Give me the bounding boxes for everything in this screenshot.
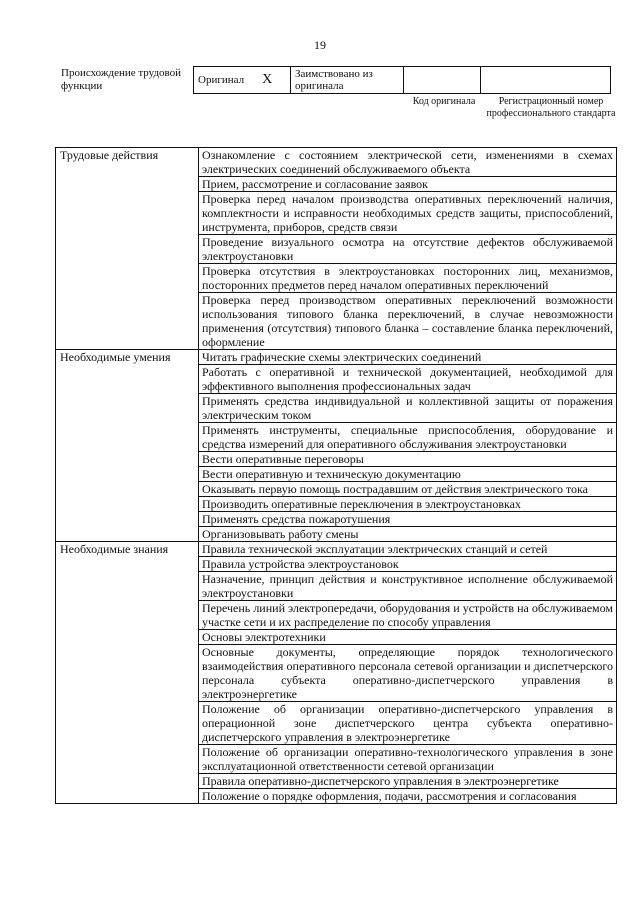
labor-action-item: Ознакомление с состоянием электрической сети, изменениями в схемах электрических соединений обслуживаемого объекта (199, 148, 617, 177)
required-knowledge-item: Положение об организации оперативно-технологического управления в зоне эксплуатационной ответственности сетевой организации (199, 745, 617, 774)
required-knowledge-item: Положение об организации оперативно-диспетчерского управления в операционной зоне диспетчерского центра субъекта оперативно-диспетчерского управления в электроэнергетике (199, 702, 617, 745)
labor-action-item: Проверка отсутствия в электроустановках посторонних лиц, механизмов, посторонних предметов перед началом оперативных переключений (199, 264, 617, 293)
origin-label: Происхождение трудовой функции (61, 67, 182, 92)
table-row (56, 350, 617, 365)
origin-table (193, 66, 611, 94)
required-skill-item: Применять инструменты, специальные приспособления, оборудование и средства измерений для оперативного обслуживания электроустановки (199, 423, 617, 452)
registration-cell (481, 67, 611, 94)
required-skill-item: Применять средства индивидуальной и коллективной защиты от поражения электрическим током (199, 394, 617, 423)
registration-caption: Регистрационный номер профессионального стандарта (486, 96, 616, 119)
borrowed-cell: Заимствовано из оригинала (291, 67, 404, 94)
required-knowledge-item: Правила технической эксплуатации электрических станций и сетей (199, 542, 617, 557)
required-knowledge-item: Основы электротехники (199, 630, 617, 645)
required-skill-item: Вести оперативные переговоры (199, 452, 617, 467)
labor-action-item: Проверка перед началом производства оперативных переключений наличия, комплектности и исправности необходимых средств защиты, приспособлений, инструмента, приборов, средств связи (199, 192, 617, 235)
required-knowledge-item: Перечень линий электропередачи, оборудования и устройств на обслуживаемом участке сети и их распределение по способу управления (199, 601, 617, 630)
code-caption: Код оригинала (412, 96, 476, 107)
required-skill-item: Применять средства пожаротушения (199, 512, 617, 527)
original-label: Оригинал (198, 74, 245, 86)
code-cell (404, 67, 481, 94)
required-skill-item: Работать с оперативной и технической документацией, необходимой для эффективного выполнения профессиональных задач (199, 365, 617, 394)
required-skill-item: Читать графические схемы электрических соединений (199, 350, 617, 365)
required-skill-item: Организовывать работу смены (199, 527, 617, 542)
functions-table (55, 147, 617, 804)
required-skill-item: Оказывать первую помощь пострадавшим от действия электрического тока (199, 482, 617, 497)
table-row (56, 542, 617, 557)
required-skill-item: Производить оперативные переключения в электроустановках (199, 497, 617, 512)
labor-action-category: Трудовые действия (56, 148, 199, 350)
labor-action-item: Проведение визуального осмотра на отсутствие дефектов обслуживаемой электроустановки (199, 235, 617, 264)
original-mark: X (262, 72, 273, 87)
labor-action-item: Прием, рассмотрение и согласование заявок (199, 177, 617, 192)
labor-action-item: Проверка перед производством оперативных переключений возможности использования типового бланка переключений, в случае невозможности применения (отсутствия) типового бланка – составление бланка переключений, оформление (199, 293, 617, 350)
required-knowledge-item: Назначение, принцип действия и конструктивное исполнение обслуживаемой электроустановки (199, 572, 617, 601)
required-knowledge-item: Правила оперативно-диспетчерского управления в электроэнергетике (199, 774, 617, 789)
required-knowledge-item: Основные документы, определяющие порядок технологического взаимодействия оперативного персонала сетевой организации и диспетчерского персонала субъекта оперативно-диспетчерского управления в электроэнергетике (199, 645, 617, 702)
required-knowledge-category: Необходимые знания (56, 542, 199, 804)
required-knowledge-item: Правила устройства электроустановок (199, 557, 617, 572)
page-number: 19 (314, 38, 326, 52)
required-skill-category: Необходимые умения (56, 350, 199, 542)
original-cell (194, 67, 291, 94)
required-knowledge-item: Положение о порядке оформления, подачи, рассмотрения и согласования (199, 789, 617, 804)
table-row (56, 148, 617, 177)
required-skill-item: Вести оперативную и техническую документацию (199, 467, 617, 482)
